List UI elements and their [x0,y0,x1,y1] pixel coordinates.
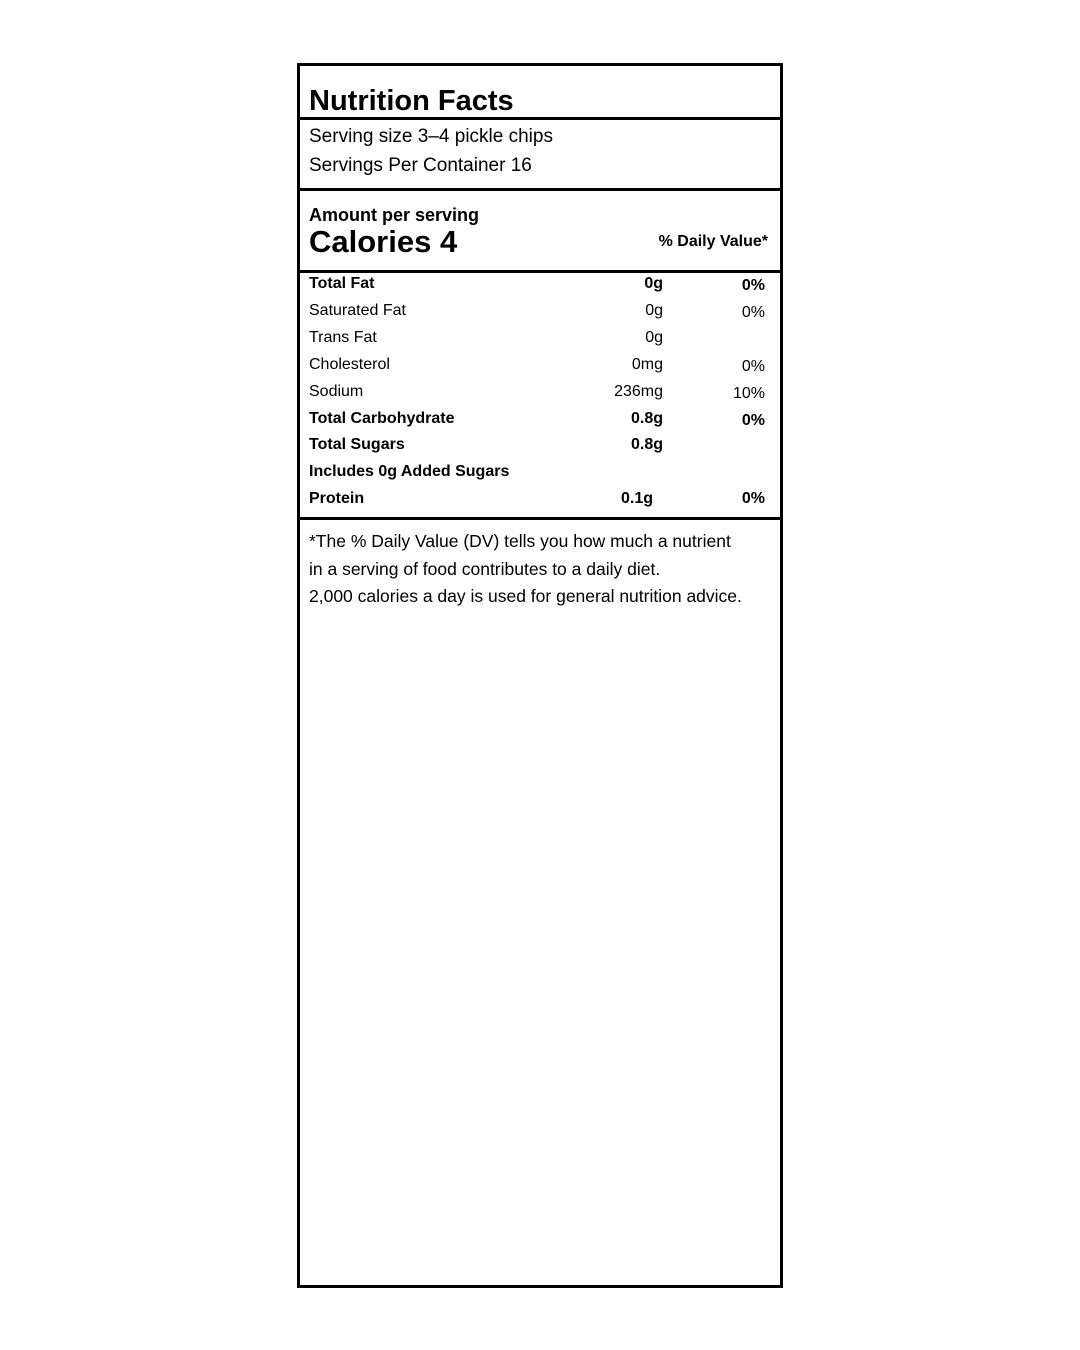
nutrient-row-total-carbohydrate [300,409,780,433]
nutrient-daily-value: 0% [741,412,765,429]
nutrient-row-trans-fat [300,328,780,352]
nutrition-facts-label [297,63,783,1288]
nutrient-amount: 0.1g [620,490,653,507]
serving-divider [300,188,780,191]
nutrient-name: Sodium [309,383,364,400]
footnote-line: in a serving of food contributes to a daily diet. [309,558,661,579]
servings-per-container: Servings Per Container 16 [309,155,532,176]
nutrient-amount: 0g [645,329,663,346]
nutrient-row-protein [300,489,780,513]
nutrient-amount: 236mg [614,383,663,400]
nutrient-amount: 0.8g [630,436,663,453]
nutrient-daily-value: 0% [741,277,765,294]
nutrient-name: Total Carbohydrate [309,410,455,427]
nutrient-name: Total Fat [309,275,375,292]
nutrient-name: Total Sugars [309,436,405,453]
serving-size: Serving size 3–4 pickle chips [309,126,553,147]
calories: Calories 4 [309,224,458,259]
nutrient-amount: 0.8g [630,410,663,427]
nutrient-row-saturated-fat [300,301,780,325]
nutrient-name: Includes 0g Added Sugars [309,463,510,480]
nutrient-daily-value: 0% [741,304,765,321]
nutrient-daily-value: 0% [741,490,765,507]
nutrient-name: Cholesterol [309,356,390,373]
calories-divider [300,270,780,273]
amount-per-serving: Amount per serving [309,205,480,225]
title-divider [300,117,780,120]
nutrient-row-sodium [300,382,780,406]
footnote-line: *The % Daily Value (DV) tells you how much a nutrient [309,531,731,551]
daily-value-footnote [309,528,774,611]
nutrients-divider [300,517,780,520]
nutrient-name: Saturated Fat [309,302,406,319]
nutrient-row-cholesterol [300,355,780,379]
nutrient-amount: 0g [645,302,663,319]
nutrient-amount: 0mg [631,356,663,373]
nutrient-name: Trans Fat [309,329,377,346]
nutrient-daily-value: 0% [741,358,765,375]
nutrient-amount: 0g [644,275,663,292]
nutrient-name: Protein [309,490,365,507]
footnote-line: 2,000 calories a day is used for general nutrition advice. [309,586,742,606]
nutrient-daily-value: 10% [732,385,765,402]
daily-value-header: % Daily Value* [658,233,768,250]
nutrient-row-added-sugars [300,462,780,486]
label-title: Nutrition Facts [309,85,514,117]
nutrient-row-total-fat [300,274,780,298]
nutrient-row-total-sugars [300,435,780,459]
